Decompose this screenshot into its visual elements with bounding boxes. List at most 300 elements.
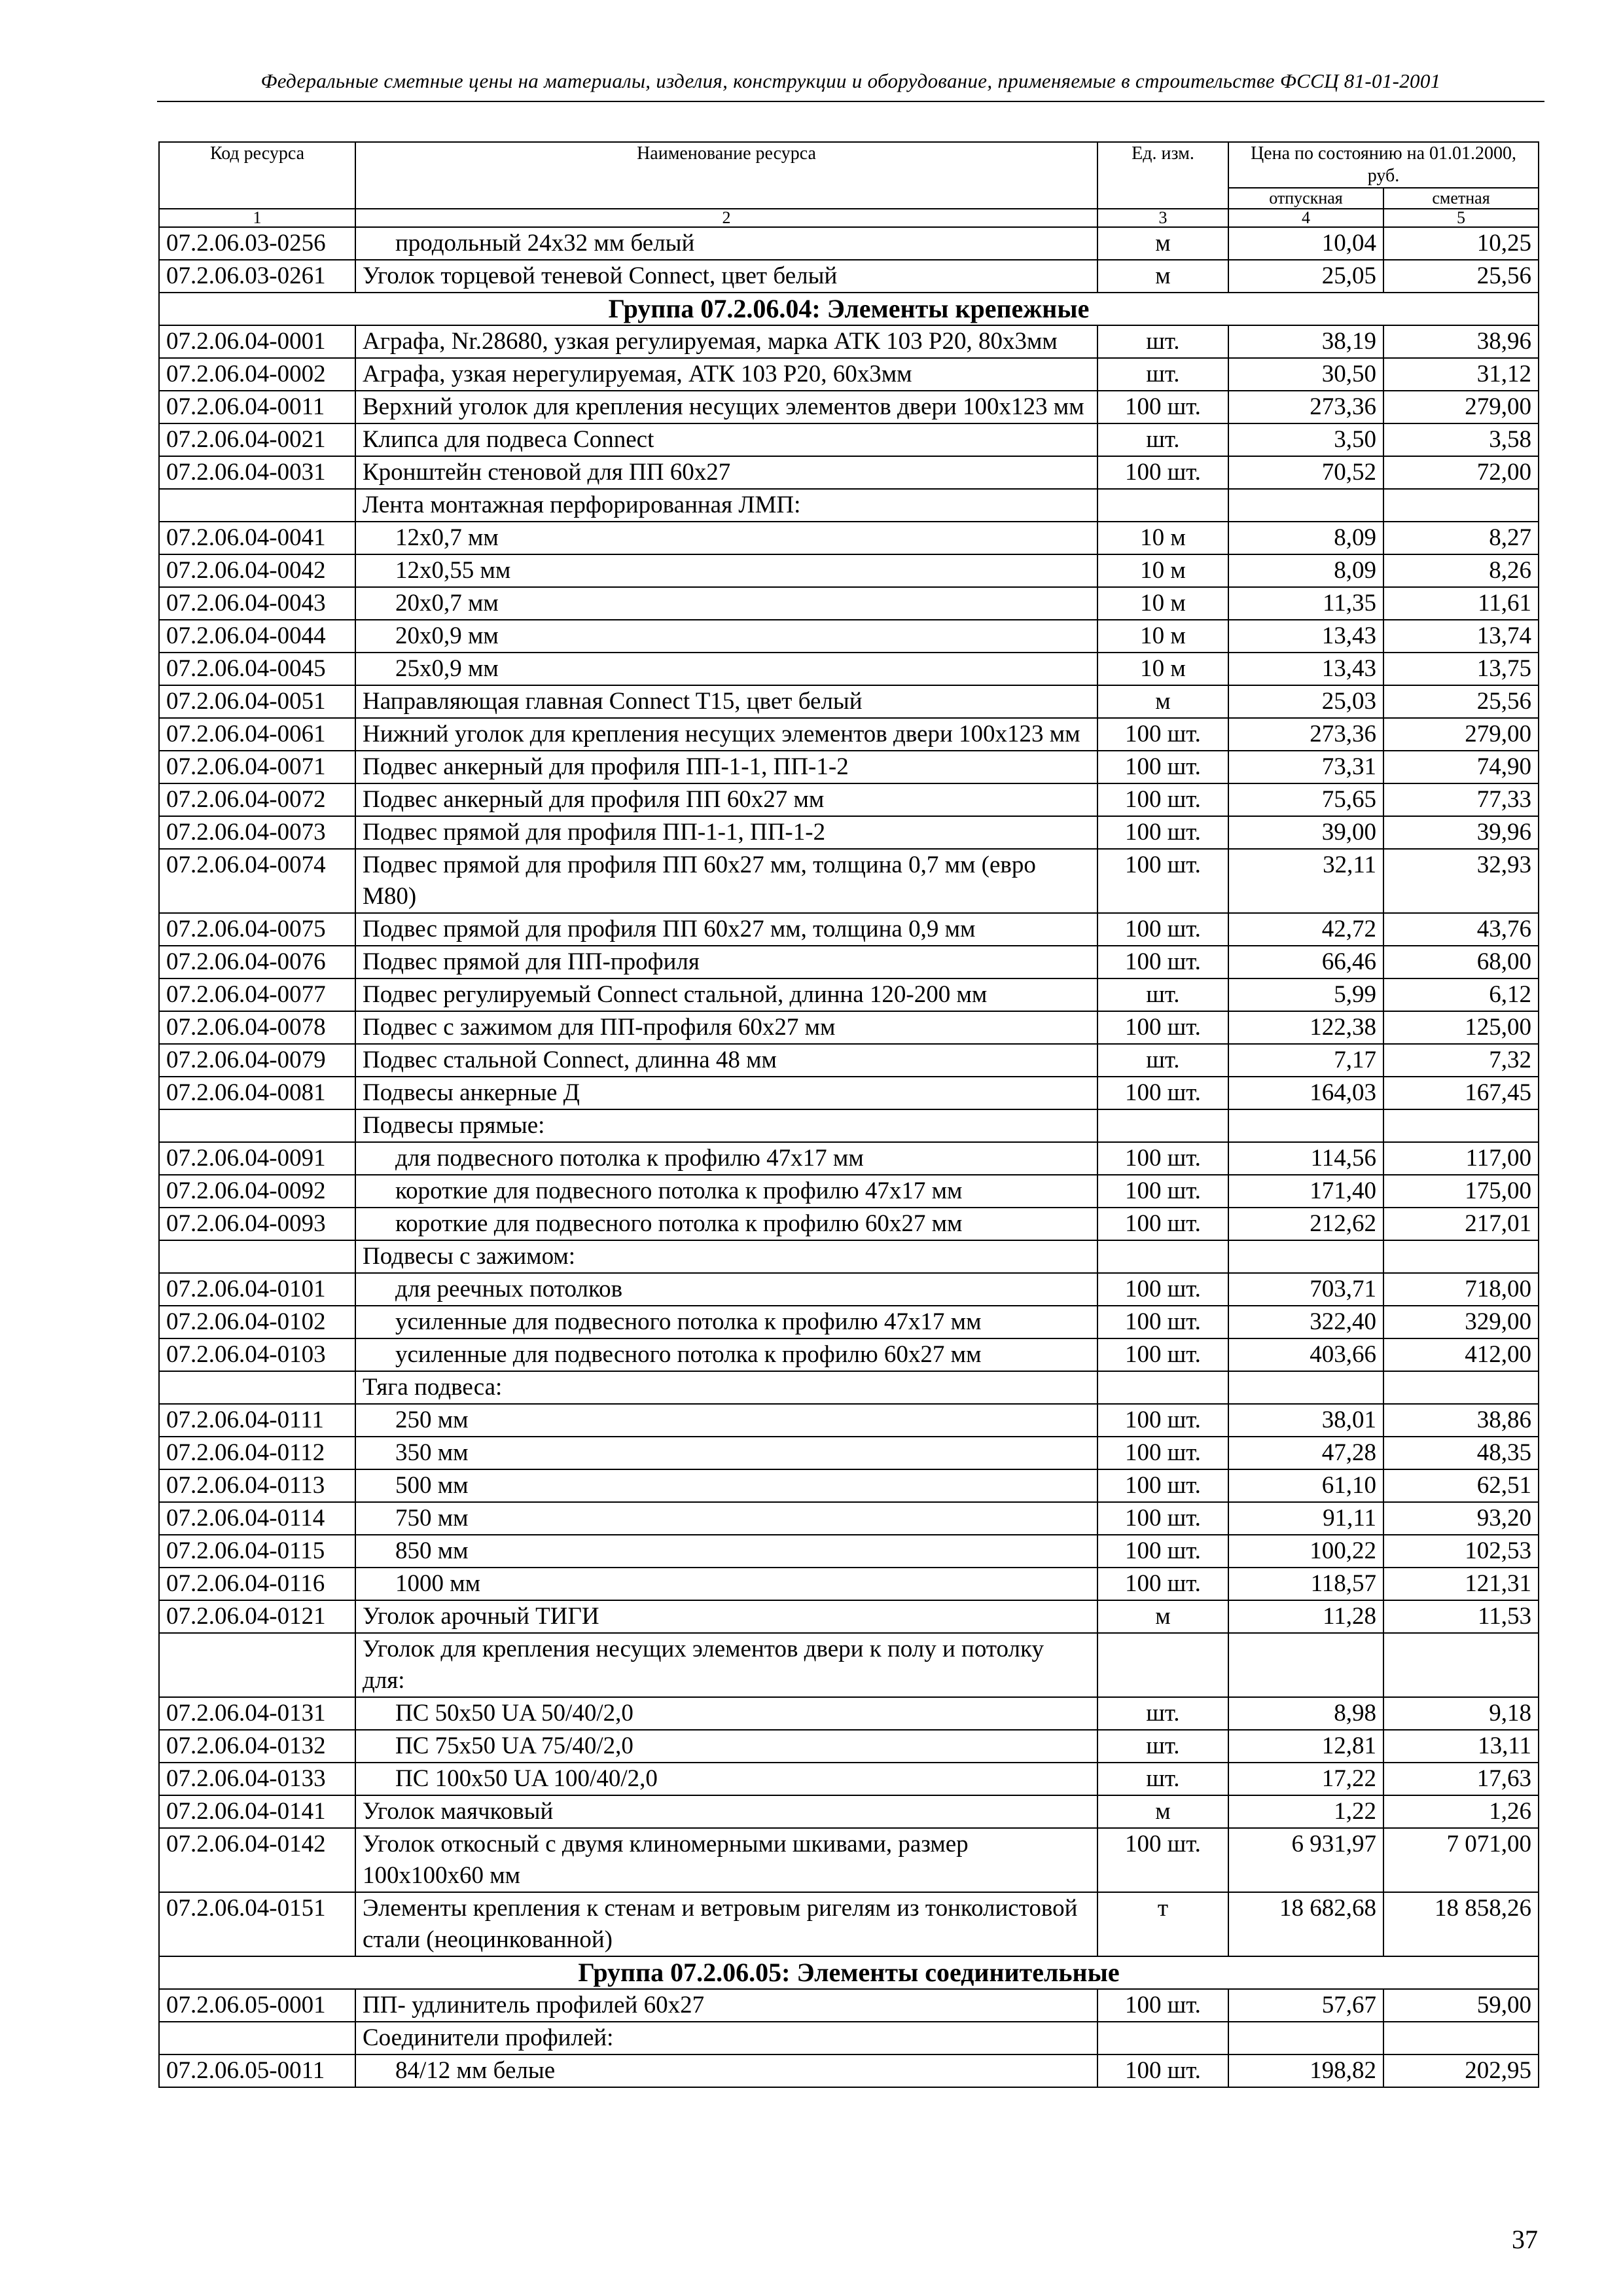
resource-code: 07.2.06.04-0121 — [159, 1600, 355, 1633]
unit: 100 шт. — [1097, 456, 1228, 489]
price-release: 1,22 — [1228, 1795, 1383, 1828]
resource-name: Элементы крепления к стенам и ветровым ригелям из тонколистовой стали (неоцинкованной) — [355, 1892, 1097, 1956]
resource-code: 07.2.06.04-0001 — [159, 325, 355, 358]
resource-code: 07.2.06.04-0021 — [159, 423, 355, 456]
table-row — [159, 1306, 1539, 1338]
header-row — [159, 142, 1539, 188]
resource-code: 07.2.06.04-0103 — [159, 1338, 355, 1371]
unit: 100 шт. — [1097, 783, 1228, 816]
header-price-estimate: сметная — [1383, 188, 1539, 209]
resource-name: ПС 50х50 UA 50/40/2,0 — [355, 1697, 1097, 1730]
price-release: 12,81 — [1228, 1730, 1383, 1763]
resource-code: 07.2.06.04-0074 — [159, 849, 355, 913]
price-estimate: 117,00 — [1383, 1142, 1539, 1175]
unit: 100 шт. — [1097, 816, 1228, 849]
price-estimate: 25,56 — [1383, 685, 1539, 718]
resource-name: Тяга подвеса: — [355, 1371, 1097, 1404]
price-release: 17,22 — [1228, 1763, 1383, 1795]
resource-name: 12х0,7 мм — [355, 522, 1097, 554]
unit: м — [1097, 260, 1228, 293]
resource-name: усиленные для подвесного потолка к профилю 47х17 мм — [355, 1306, 1097, 1338]
table-row — [159, 1989, 1539, 2022]
price-estimate: 6,12 — [1383, 978, 1539, 1011]
price-release: 114,56 — [1228, 1142, 1383, 1175]
price-release: 8,09 — [1228, 522, 1383, 554]
table-row — [159, 1077, 1539, 1109]
unit: 100 шт. — [1097, 1011, 1228, 1044]
resource-code: 07.2.06.04-0072 — [159, 783, 355, 816]
unit: 100 шт. — [1097, 391, 1228, 423]
column-number-row — [159, 209, 1539, 227]
unit: 100 шт. — [1097, 1568, 1228, 1600]
price-estimate: 167,45 — [1383, 1077, 1539, 1109]
price-release: 32,11 — [1228, 849, 1383, 913]
resource-name: Подвес с зажимом для ПП-профиля 60х27 мм — [355, 1011, 1097, 1044]
table-row — [159, 783, 1539, 816]
unit: 100 шт. — [1097, 1437, 1228, 1469]
price-estimate: 13,11 — [1383, 1730, 1539, 1763]
resource-code: 07.2.06.04-0011 — [159, 391, 355, 423]
unit — [1097, 1633, 1228, 1697]
price-estimate: 62,51 — [1383, 1469, 1539, 1502]
header-name: Наименование ресурса — [355, 142, 1097, 209]
resource-code: 07.2.06.04-0076 — [159, 946, 355, 978]
unit: шт. — [1097, 325, 1228, 358]
price-release: 3,50 — [1228, 423, 1383, 456]
price-release: 273,36 — [1228, 391, 1383, 423]
resource-code: 07.2.06.04-0078 — [159, 1011, 355, 1044]
unit: м — [1097, 1795, 1228, 1828]
unit: 100 шт. — [1097, 1175, 1228, 1208]
unit: 100 шт. — [1097, 1306, 1228, 1338]
resource-code: 07.2.06.04-0042 — [159, 554, 355, 587]
price-estimate — [1383, 1109, 1539, 1142]
table-row — [159, 325, 1539, 358]
unit: 100 шт. — [1097, 1469, 1228, 1502]
title-underline — [157, 101, 1544, 102]
price-estimate: 7 071,00 — [1383, 1828, 1539, 1892]
price-release: 118,57 — [1228, 1568, 1383, 1600]
unit: шт. — [1097, 978, 1228, 1011]
price-estimate: 202,95 — [1383, 2054, 1539, 2087]
unit: 100 шт. — [1097, 1077, 1228, 1109]
table-row — [159, 1404, 1539, 1437]
unit: шт. — [1097, 1697, 1228, 1730]
resource-code: 07.2.06.04-0079 — [159, 1044, 355, 1077]
unit: 100 шт. — [1097, 718, 1228, 751]
unit: 100 шт. — [1097, 1338, 1228, 1371]
resource-code: 07.2.06.04-0031 — [159, 456, 355, 489]
unit: 100 шт. — [1097, 2054, 1228, 2087]
price-release: 703,71 — [1228, 1273, 1383, 1306]
table-row — [159, 1273, 1539, 1306]
resource-name: Верхний уголок для крепления несущих элементов двери 100х123 мм — [355, 391, 1097, 423]
unit — [1097, 1371, 1228, 1404]
table-row — [159, 554, 1539, 587]
table-row — [159, 1828, 1539, 1892]
price-release: 42,72 — [1228, 913, 1383, 946]
subheader-row — [159, 1633, 1539, 1697]
subheader-row — [159, 1240, 1539, 1273]
unit: т — [1097, 1892, 1228, 1956]
resource-name: Кронштейн стеновой для ПП 60х27 — [355, 456, 1097, 489]
resource-code: 07.2.06.04-0101 — [159, 1273, 355, 1306]
resource-code: 07.2.06.04-0075 — [159, 913, 355, 946]
table-row — [159, 1011, 1539, 1044]
table-row — [159, 718, 1539, 751]
unit: 10 м — [1097, 522, 1228, 554]
group-title: Группа 07.2.06.05: Элементы соединительные — [159, 1956, 1539, 1989]
resource-name: Уголок торцевой теневой Connect, цвет белый — [355, 260, 1097, 293]
price-estimate: 279,00 — [1383, 391, 1539, 423]
price-estimate: 279,00 — [1383, 718, 1539, 751]
table-row — [159, 1568, 1539, 1600]
resource-name: Клипса для подвеса Connect — [355, 423, 1097, 456]
resource-code: 07.2.06.03-0261 — [159, 260, 355, 293]
resource-name: усиленные для подвесного потолка к профилю 60х27 мм — [355, 1338, 1097, 1371]
price-release: 5,99 — [1228, 978, 1383, 1011]
unit: шт. — [1097, 423, 1228, 456]
unit: 100 шт. — [1097, 1273, 1228, 1306]
price-release: 57,67 — [1228, 1989, 1383, 2022]
table-row — [159, 685, 1539, 718]
resource-name: 20х0,9 мм — [355, 620, 1097, 653]
resource-name: для реечных потолков — [355, 1273, 1097, 1306]
price-estimate: 8,26 — [1383, 554, 1539, 587]
price-estimate: 7,32 — [1383, 1044, 1539, 1077]
unit: 100 шт. — [1097, 849, 1228, 913]
resource-code: 07.2.06.04-0113 — [159, 1469, 355, 1502]
resource-name: Подвес анкерный для профиля ПП 60х27 мм — [355, 783, 1097, 816]
resource-name: Аграфа, Nr.28680, узкая регулируемая, марка АТК 103 Р20, 80х3мм — [355, 325, 1097, 358]
header-price: Цена по состоянию на 01.01.2000, руб. — [1228, 142, 1539, 188]
resource-name: ПС 100х50 UA 100/40/2,0 — [355, 1763, 1097, 1795]
unit: шт. — [1097, 1044, 1228, 1077]
resource-name: 20х0,7 мм — [355, 587, 1097, 620]
resource-name: Подвесы с зажимом: — [355, 1240, 1097, 1273]
resource-code: 07.2.06.04-0041 — [159, 522, 355, 554]
price-estimate: 329,00 — [1383, 1306, 1539, 1338]
price-release — [1228, 1109, 1383, 1142]
price-estimate: 18 858,26 — [1383, 1892, 1539, 1956]
resource-code — [159, 2022, 355, 2054]
table-body — [159, 227, 1539, 2087]
price-release: 30,50 — [1228, 358, 1383, 391]
price-estimate: 175,00 — [1383, 1175, 1539, 1208]
header-code: Код ресурса — [159, 142, 355, 209]
price-estimate: 10,25 — [1383, 227, 1539, 260]
table-row — [159, 913, 1539, 946]
resource-name: Подвес анкерный для профиля ПП-1-1, ПП-1-2 — [355, 751, 1097, 783]
resource-code: 07.2.06.04-0142 — [159, 1828, 355, 1892]
resource-code: 07.2.06.05-0001 — [159, 1989, 355, 2022]
resource-name: 25х0,9 мм — [355, 653, 1097, 685]
table-row — [159, 1892, 1539, 1956]
resource-code: 07.2.06.04-0077 — [159, 978, 355, 1011]
price-release: 25,05 — [1228, 260, 1383, 293]
price-release: 18 682,68 — [1228, 1892, 1383, 1956]
price-estimate: 48,35 — [1383, 1437, 1539, 1469]
price-release: 6 931,97 — [1228, 1828, 1383, 1892]
price-release: 75,65 — [1228, 783, 1383, 816]
price-estimate — [1383, 1240, 1539, 1273]
unit: м — [1097, 227, 1228, 260]
resource-name: 750 мм — [355, 1502, 1097, 1535]
resource-code: 07.2.06.04-0061 — [159, 718, 355, 751]
unit — [1097, 489, 1228, 522]
resource-name: 84/12 мм белые — [355, 2054, 1097, 2087]
table-row — [159, 2054, 1539, 2087]
price-release: 198,82 — [1228, 2054, 1383, 2087]
group-title: Группа 07.2.06.04: Элементы крепежные — [159, 293, 1539, 325]
unit — [1097, 1109, 1228, 1142]
resource-code: 07.2.06.04-0051 — [159, 685, 355, 718]
column-number: 3 — [1097, 209, 1228, 227]
unit: 10 м — [1097, 620, 1228, 653]
resource-code: 07.2.06.04-0071 — [159, 751, 355, 783]
price-estimate: 38,96 — [1383, 325, 1539, 358]
price-release: 171,40 — [1228, 1175, 1383, 1208]
unit: 100 шт. — [1097, 1208, 1228, 1240]
unit — [1097, 1240, 1228, 1273]
price-estimate: 11,53 — [1383, 1600, 1539, 1633]
table-row — [159, 751, 1539, 783]
price-release: 122,38 — [1228, 1011, 1383, 1044]
price-estimate: 121,31 — [1383, 1568, 1539, 1600]
resource-code — [159, 1633, 355, 1697]
unit: м — [1097, 1600, 1228, 1633]
unit: 100 шт. — [1097, 1828, 1228, 1892]
table-row — [159, 620, 1539, 653]
resource-code: 07.2.06.04-0043 — [159, 587, 355, 620]
price-estimate — [1383, 489, 1539, 522]
table-row — [159, 653, 1539, 685]
subheader-row — [159, 489, 1539, 522]
table-row — [159, 1142, 1539, 1175]
price-release: 273,36 — [1228, 718, 1383, 751]
price-release: 8,09 — [1228, 554, 1383, 587]
price-estimate: 217,01 — [1383, 1208, 1539, 1240]
price-release: 91,11 — [1228, 1502, 1383, 1535]
unit: шт. — [1097, 1730, 1228, 1763]
unit: шт. — [1097, 358, 1228, 391]
resource-code: 07.2.06.04-0044 — [159, 620, 355, 653]
resource-name: 500 мм — [355, 1469, 1097, 1502]
resource-name: короткие для подвесного потолка к профилю 60х27 мм — [355, 1208, 1097, 1240]
column-number: 5 — [1383, 209, 1539, 227]
table-row — [159, 522, 1539, 554]
resource-code: 07.2.06.04-0111 — [159, 1404, 355, 1437]
table-row — [159, 227, 1539, 260]
header-price-release: отпускная — [1228, 188, 1383, 209]
table-row — [159, 1437, 1539, 1469]
resource-name: Уголок арочный ТИГИ — [355, 1600, 1097, 1633]
table-row — [159, 849, 1539, 913]
resource-code: 07.2.06.04-0141 — [159, 1795, 355, 1828]
price-estimate: 93,20 — [1383, 1502, 1539, 1535]
unit: 100 шт. — [1097, 1535, 1228, 1568]
resource-name: 12х0,55 мм — [355, 554, 1097, 587]
resource-name: Подвес прямой для ПП-профиля — [355, 946, 1097, 978]
resource-name: Аграфа, узкая нерегулируемая, АТК 103 Р20, 60х3мм — [355, 358, 1097, 391]
table-row — [159, 1044, 1539, 1077]
resource-name: Подвес стальной Connect, длинна 48 мм — [355, 1044, 1097, 1077]
price-release: 66,46 — [1228, 946, 1383, 978]
resource-name: Уголок маячковый — [355, 1795, 1097, 1828]
unit: 10 м — [1097, 554, 1228, 587]
resource-code: 07.2.06.04-0115 — [159, 1535, 355, 1568]
table-row — [159, 1175, 1539, 1208]
price-release: 403,66 — [1228, 1338, 1383, 1371]
unit: м — [1097, 685, 1228, 718]
resource-name: продольный 24х32 мм белый — [355, 227, 1097, 260]
resource-name: 250 мм — [355, 1404, 1097, 1437]
group-header-row — [159, 293, 1539, 325]
resource-name: ПП- удлинитель профилей 60х27 — [355, 1989, 1097, 2022]
resource-code — [159, 1109, 355, 1142]
resource-code: 07.2.06.04-0133 — [159, 1763, 355, 1795]
resource-name: Нижний уголок для крепления несущих элементов двери 100х123 мм — [355, 718, 1097, 751]
price-estimate: 31,12 — [1383, 358, 1539, 391]
unit: 100 шт. — [1097, 1989, 1228, 2022]
unit: 100 шт. — [1097, 913, 1228, 946]
price-estimate: 412,00 — [1383, 1338, 1539, 1371]
resource-code: 07.2.06.03-0256 — [159, 227, 355, 260]
subheader-row — [159, 2022, 1539, 2054]
price-estimate: 68,00 — [1383, 946, 1539, 978]
price-estimate: 1,26 — [1383, 1795, 1539, 1828]
price-estimate: 9,18 — [1383, 1697, 1539, 1730]
resource-name: короткие для подвесного потолка к профилю 47х17 мм — [355, 1175, 1097, 1208]
resource-code: 07.2.06.04-0092 — [159, 1175, 355, 1208]
price-estimate: 72,00 — [1383, 456, 1539, 489]
table-row — [159, 391, 1539, 423]
resource-code: 07.2.06.04-0045 — [159, 653, 355, 685]
price-release: 70,52 — [1228, 456, 1383, 489]
price-estimate: 3,58 — [1383, 423, 1539, 456]
price-release: 25,03 — [1228, 685, 1383, 718]
table-row — [159, 456, 1539, 489]
price-release — [1228, 2022, 1383, 2054]
resource-code: 07.2.06.04-0091 — [159, 1142, 355, 1175]
resource-name: Лента монтажная перфорированная ЛМП: — [355, 489, 1097, 522]
document-title: Федеральные сметные цены на материалы, изделия, конструкции и оборудование, применяемые в строительстве ФССЦ 81-01-2001 — [260, 69, 1441, 92]
unit: 10 м — [1097, 653, 1228, 685]
table-row — [159, 1469, 1539, 1502]
resource-code: 07.2.06.04-0116 — [159, 1568, 355, 1600]
group-header-row — [159, 1956, 1539, 1989]
price-release: 38,01 — [1228, 1404, 1383, 1437]
resource-code: 07.2.06.04-0114 — [159, 1502, 355, 1535]
price-release: 61,10 — [1228, 1469, 1383, 1502]
column-number: 1 — [159, 209, 355, 227]
price-release: 11,28 — [1228, 1600, 1383, 1633]
price-release: 322,40 — [1228, 1306, 1383, 1338]
price-release: 8,98 — [1228, 1697, 1383, 1730]
price-release: 13,43 — [1228, 653, 1383, 685]
price-release: 47,28 — [1228, 1437, 1383, 1469]
resource-name: Соединители профилей: — [355, 2022, 1097, 2054]
unit: 100 шт. — [1097, 1404, 1228, 1437]
table-row — [159, 423, 1539, 456]
resource-name: 1000 мм — [355, 1568, 1097, 1600]
price-estimate: 11,61 — [1383, 587, 1539, 620]
resource-code — [159, 1240, 355, 1273]
table-row — [159, 978, 1539, 1011]
unit: 100 шт. — [1097, 1142, 1228, 1175]
price-release: 39,00 — [1228, 816, 1383, 849]
price-estimate: 8,27 — [1383, 522, 1539, 554]
price-estimate: 25,56 — [1383, 260, 1539, 293]
table-row — [159, 946, 1539, 978]
table-row — [159, 358, 1539, 391]
resource-name: Подвес прямой для профиля ПП 60х27 мм, толщина 0,7 мм (евро М80) — [355, 849, 1097, 913]
table-row — [159, 1600, 1539, 1633]
resource-name: Подвес регулируемый Connect стальной, длинна 120-200 мм — [355, 978, 1097, 1011]
price-release: 73,31 — [1228, 751, 1383, 783]
price-estimate: 17,63 — [1383, 1763, 1539, 1795]
unit — [1097, 2022, 1228, 2054]
price-estimate: 13,74 — [1383, 620, 1539, 653]
table-row — [159, 1338, 1539, 1371]
resource-code: 07.2.06.04-0151 — [159, 1892, 355, 1956]
column-number: 4 — [1228, 209, 1383, 227]
price-release — [1228, 1633, 1383, 1697]
table-row — [159, 587, 1539, 620]
resource-name: Подвесы анкерные Д — [355, 1077, 1097, 1109]
resource-code: 07.2.06.04-0112 — [159, 1437, 355, 1469]
unit: 10 м — [1097, 587, 1228, 620]
resource-code: 07.2.06.04-0093 — [159, 1208, 355, 1240]
resource-name: Уголок для крепления несущих элементов двери к полу и потолку для: — [355, 1633, 1097, 1697]
price-release: 11,35 — [1228, 587, 1383, 620]
resource-code — [159, 489, 355, 522]
price-estimate: 38,86 — [1383, 1404, 1539, 1437]
price-release — [1228, 1371, 1383, 1404]
resource-name: Подвес прямой для профиля ПП-1-1, ПП-1-2 — [355, 816, 1097, 849]
price-estimate: 125,00 — [1383, 1011, 1539, 1044]
page-number: 37 — [1512, 2225, 1538, 2254]
table-row — [159, 1502, 1539, 1535]
unit: шт. — [1097, 1763, 1228, 1795]
subheader-row — [159, 1109, 1539, 1142]
table-row — [159, 260, 1539, 293]
price-release — [1228, 489, 1383, 522]
header-unit: Ед. изм. — [1097, 142, 1228, 209]
table-row — [159, 1763, 1539, 1795]
price-estimate — [1383, 1633, 1539, 1697]
price-estimate: 718,00 — [1383, 1273, 1539, 1306]
price-estimate — [1383, 1371, 1539, 1404]
resource-code: 07.2.06.04-0132 — [159, 1730, 355, 1763]
price-estimate: 77,33 — [1383, 783, 1539, 816]
price-release — [1228, 1240, 1383, 1273]
resource-code: 07.2.06.04-0102 — [159, 1306, 355, 1338]
resource-name: Подвесы прямые: — [355, 1109, 1097, 1142]
price-estimate — [1383, 2022, 1539, 2054]
resource-code: 07.2.06.04-0081 — [159, 1077, 355, 1109]
table-row — [159, 1730, 1539, 1763]
price-release: 7,17 — [1228, 1044, 1383, 1077]
price-estimate: 43,76 — [1383, 913, 1539, 946]
table-row — [159, 1208, 1539, 1240]
price-estimate: 13,75 — [1383, 653, 1539, 685]
table-row — [159, 816, 1539, 849]
subheader-row — [159, 1371, 1539, 1404]
resource-name: 850 мм — [355, 1535, 1097, 1568]
table-row — [159, 1795, 1539, 1828]
price-release: 100,22 — [1228, 1535, 1383, 1568]
